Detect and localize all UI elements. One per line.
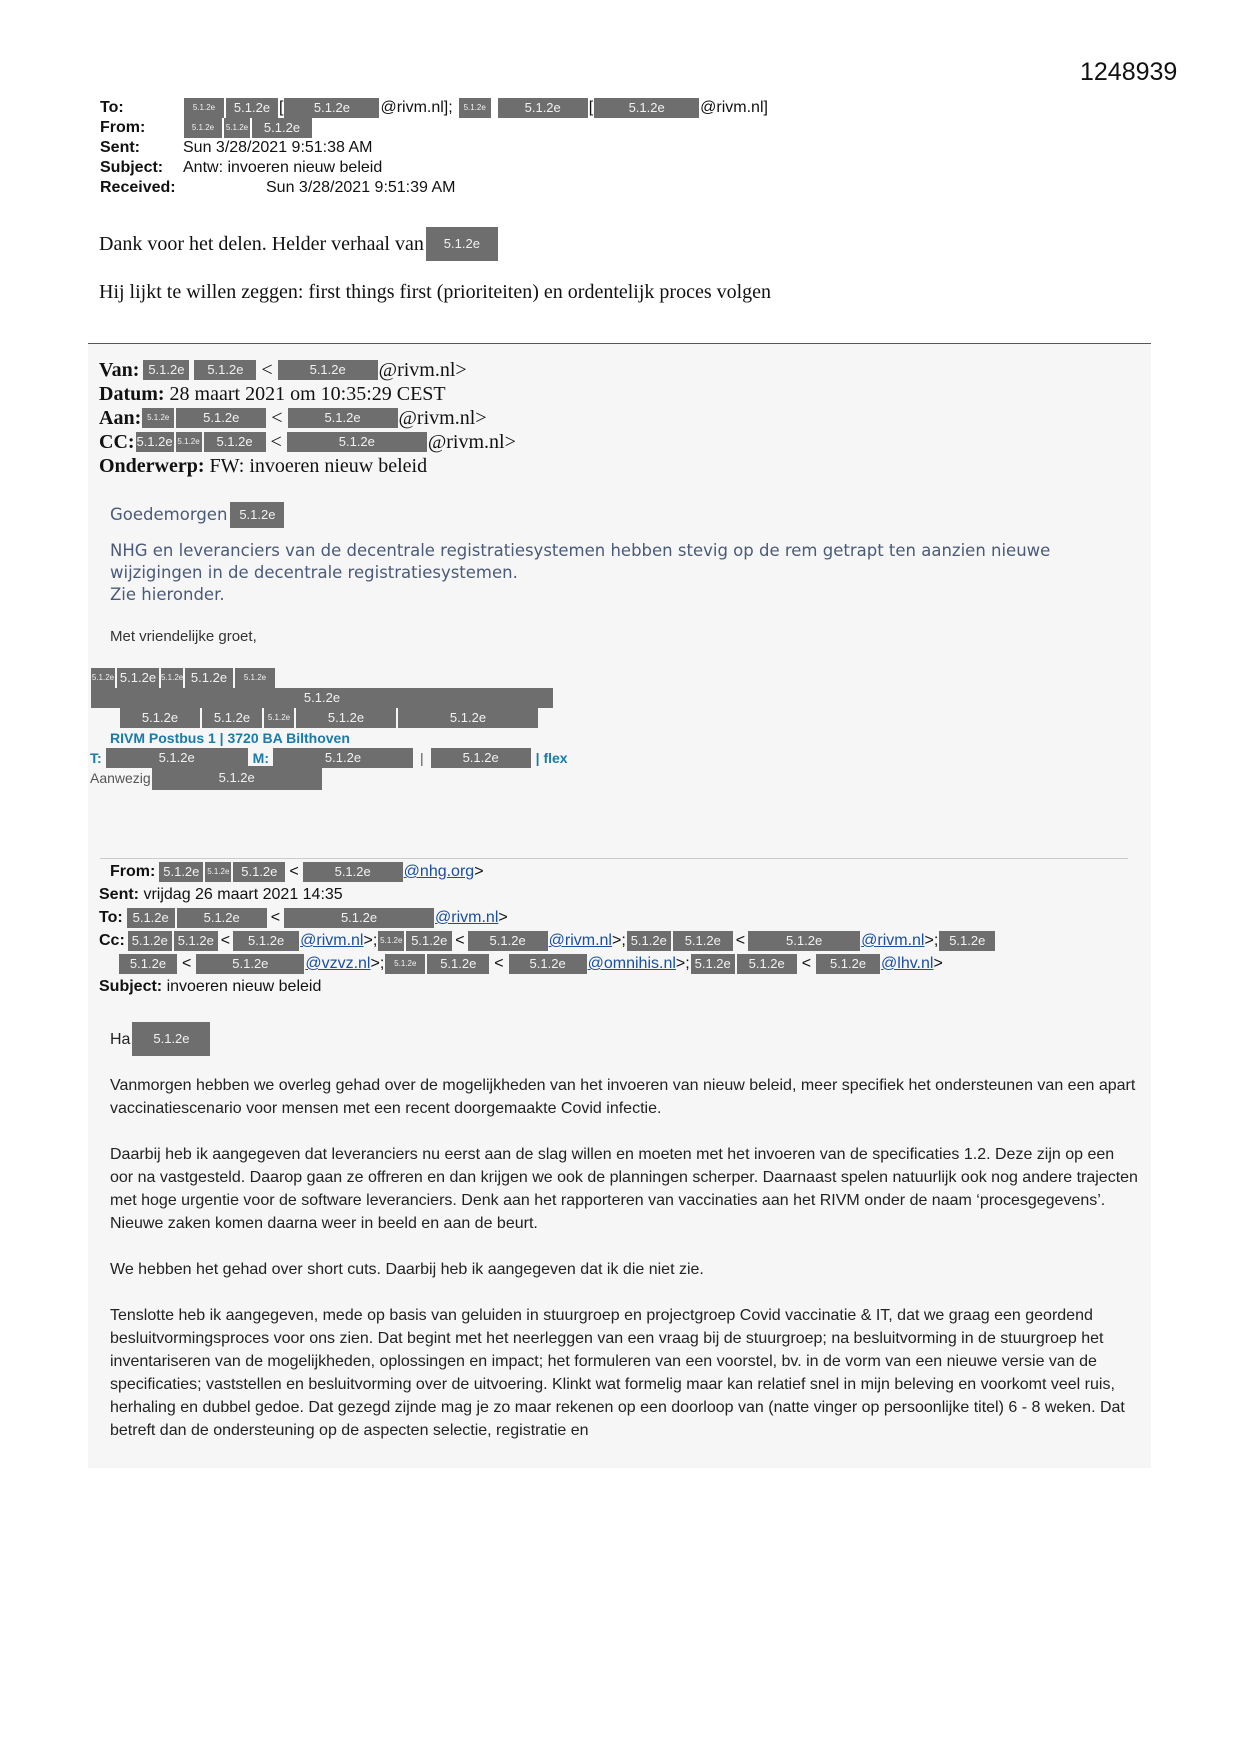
received-label: Received: bbox=[100, 179, 176, 196]
paragraph: Zie hieronder. bbox=[110, 585, 225, 604]
sent-label: Sent: bbox=[99, 886, 139, 903]
divider bbox=[88, 343, 1151, 344]
redaction: 5.1.2e bbox=[673, 931, 733, 951]
email-header bbox=[100, 98, 768, 198]
greeting: Goedemorgen bbox=[110, 505, 228, 524]
cc-label: CC: bbox=[99, 431, 135, 453]
redaction: 5.1.2e bbox=[152, 766, 322, 790]
redaction: 5.1.2e bbox=[287, 432, 427, 452]
subject-label: Subject: bbox=[100, 159, 164, 176]
to-label: To: bbox=[99, 909, 123, 926]
aanwezig-label: Aanwezig bbox=[90, 770, 151, 786]
redaction: 5.1.2e bbox=[816, 954, 880, 974]
redaction: 5.1.2e bbox=[939, 931, 995, 951]
lt: < bbox=[270, 909, 281, 926]
datum-value: 28 maart 2021 om 10:35:29 CEST bbox=[169, 383, 446, 405]
redaction: 5.1.2e bbox=[226, 98, 278, 118]
lt: < bbox=[494, 955, 504, 972]
redaction: 5.1.2e bbox=[142, 408, 174, 428]
received-row bbox=[100, 178, 768, 198]
redaction: 5.1.2e bbox=[284, 908, 434, 928]
signature bbox=[90, 668, 568, 788]
bracket: [ bbox=[588, 99, 594, 116]
cc-row-2: 5.1.2e < 5.1.2e @vzvz.nl >; 5.1.2e 5.1.2e < 5.1.2e @omnihis.nl >; 5.1.2e 5.1.2e < 5.1.2e @lhv.nl > bbox=[99, 952, 996, 975]
from-label: From: bbox=[110, 863, 156, 880]
forward-body bbox=[110, 502, 1110, 606]
lt: < bbox=[182, 955, 192, 972]
to-domain: @rivm.nl] bbox=[700, 99, 768, 116]
redaction: 5.1.2e bbox=[202, 708, 262, 728]
phone-line bbox=[90, 748, 568, 768]
email-link[interactable]: @rivm.nl bbox=[300, 932, 364, 949]
redaction: 5.1.2e bbox=[184, 98, 224, 118]
van-domain: @rivm.nl> bbox=[378, 359, 467, 381]
redaction: 5.1.2e bbox=[128, 931, 172, 951]
original-header bbox=[99, 860, 996, 998]
redaction: 5.1.2e bbox=[431, 748, 531, 768]
to-row bbox=[100, 98, 768, 118]
redaction: 5.1.2e bbox=[398, 708, 538, 728]
gt: > bbox=[498, 909, 508, 926]
redaction: 5.1.2e bbox=[184, 118, 222, 138]
sent-row bbox=[100, 138, 768, 158]
received-value: Sun 3/28/2021 9:51:39 AM bbox=[266, 179, 456, 196]
subject-row bbox=[100, 158, 768, 178]
divider bbox=[100, 858, 1128, 859]
lt: < bbox=[735, 932, 746, 949]
redaction: 5.1.2e bbox=[252, 118, 312, 138]
redaction: 5.1.2e bbox=[748, 931, 860, 951]
redaction: 5.1.2e bbox=[159, 862, 203, 882]
from-row bbox=[110, 860, 996, 883]
paragraph: Tenslotte heb ik aangegeven, mede op basis van geluiden in stuurgroep en projectgroep Covid vaccinatie & IT, dat we graag een geordend besluitvormingsproces voor ons zien. Dat begint met het neerleggen van een vraag bij de stuurgroep; na besluitvorming in de stuurgroep het inventariseren van de mogelijkheden, oplossingen en impact; het formuleren van een voorstel, bv. in de vorm van een nieuwe versie van de specificaties; vaststellen en besluitvorming over de uitvoering. Klinkt wat formelig maar kan relatief snel in mijn beleving en voorkomt veel ruis, herhaling en dubbel gedoe. Dat gezegd zijnde mag je zo maar rekenen op een doorloop van (natte vinger op persoonlijke titel) 6 - 8 weken. Dat betreft dan de ondersteuning op de aspecten selectie, registratie en bbox=[110, 1307, 1125, 1439]
van-label: Van: bbox=[99, 359, 140, 381]
sent-label: Sent: bbox=[100, 139, 140, 156]
to-label: To: bbox=[100, 99, 124, 116]
redaction: 5.1.2e bbox=[594, 98, 699, 118]
message-body bbox=[99, 220, 771, 316]
redaction: 5.1.2e bbox=[303, 862, 403, 882]
redaction: 5.1.2e bbox=[127, 908, 175, 928]
separator: | bbox=[420, 750, 424, 766]
paragraph: We hebben het gehad over short cuts. Daarbij heb ik aangegeven dat ik die niet zie. bbox=[110, 1261, 704, 1278]
paragraph: Vanmorgen hebben we overleg gehad over de mogelijkheden van het invoeren van nieuw beleid, meer specifiek het ondersteunen van een apart vaccinatiescenario voor mensen met een recent doorgemaakte Covid infectie. bbox=[110, 1077, 1136, 1117]
paragraph: Daarbij heb ik aangegeven dat leveranciers nu eerst aan de slag willen en moeten met het invoeren van de specificaties 1.2. Deze zijn op een oor na vastgesteld. Daarop gaan ze offreren en dan krijgen we ook de planningen scherper. Daarnaast spelen natuurlijk ook nog andere trajecten met hoge urgentie voor de software leveranciers. Denk aan het rapporteren van vaccinaties aan het RIVM onder de naam ‘procesgegevens’. Nieuwe zaken komen daarna weer in beeld en aan de beurt. bbox=[110, 1146, 1138, 1232]
email-link[interactable]: @rivm.nl bbox=[548, 932, 612, 949]
paragraph: NHG en leveranciers van de decentrale registratiesystemen hebben stevig op de rem getrapt ten aanzien nieuwe wijzigingen in de decentrale registratiesystemen. bbox=[110, 541, 1051, 582]
cc-domain: @rivm.nl> bbox=[427, 431, 516, 453]
from-row bbox=[100, 118, 768, 138]
redaction: 5.1.2e bbox=[296, 708, 396, 728]
onderwerp-row bbox=[99, 454, 516, 478]
redaction: 5.1.2e bbox=[119, 954, 177, 974]
onderwerp-value: FW: invoeren nieuw beleid bbox=[209, 455, 428, 477]
redaction: 5.1.2e bbox=[468, 931, 548, 951]
redaction: 5.1.2e bbox=[273, 748, 413, 768]
redaction: 5.1.2e bbox=[385, 954, 425, 974]
redaction: 5.1.2e bbox=[185, 668, 233, 688]
bracket: [ bbox=[279, 99, 284, 116]
lt: < bbox=[455, 932, 465, 949]
lt: < bbox=[271, 407, 283, 429]
redaction: 5.1.2e bbox=[204, 432, 266, 452]
redaction: 5.1.2e bbox=[235, 668, 275, 688]
t-label: T: bbox=[90, 750, 102, 766]
sent-value: vrijdag 26 maart 2021 14:35 bbox=[143, 886, 343, 903]
message-text: Dank voor het delen. Helder verhaal van bbox=[99, 232, 424, 255]
email-link[interactable]: @omnihis.nl bbox=[587, 955, 676, 972]
redaction: 5.1.2e bbox=[224, 118, 250, 138]
to-domain: @rivm.nl]; bbox=[380, 99, 453, 116]
redaction: 5.1.2e bbox=[737, 954, 797, 974]
subject-label: Subject: bbox=[99, 978, 163, 995]
cc-label: Cc: bbox=[99, 932, 125, 949]
closing: Met vriendelijke groet, bbox=[110, 628, 257, 645]
redaction: 5.1.2e bbox=[174, 931, 218, 951]
redaction: 5.1.2e bbox=[498, 98, 588, 118]
greeting-line bbox=[110, 502, 1110, 528]
redaction: 5.1.2e bbox=[233, 862, 285, 882]
sig-line bbox=[90, 688, 568, 708]
lt: < bbox=[261, 359, 273, 381]
cc-row bbox=[99, 430, 516, 454]
forward-header bbox=[99, 358, 516, 478]
email-link[interactable]: @rivm.nl bbox=[435, 909, 499, 926]
email-link[interactable]: @nhg.org bbox=[403, 863, 475, 880]
email-link[interactable]: @rivm.nl bbox=[861, 932, 925, 949]
redaction: 5.1.2e bbox=[509, 954, 587, 974]
greeting: Ha bbox=[110, 1030, 131, 1048]
redaction: 5.1.2e bbox=[378, 931, 404, 951]
email-link[interactable]: @vzvz.nl bbox=[305, 955, 371, 972]
datum-row bbox=[99, 382, 516, 406]
redaction: 5.1.2e bbox=[627, 931, 671, 951]
subject-value: Antw: invoeren nieuw beleid bbox=[183, 159, 383, 176]
document-number: 1248939 bbox=[1080, 58, 1178, 86]
redaction: 5.1.2e bbox=[205, 862, 231, 882]
subject-row bbox=[99, 975, 996, 998]
redaction: 5.1.2e bbox=[176, 432, 202, 452]
redaction: 5.1.2e bbox=[117, 668, 159, 688]
lt: < bbox=[220, 932, 231, 949]
redaction: 5.1.2e bbox=[264, 708, 294, 728]
redaction: 5.1.2e bbox=[288, 408, 398, 428]
redaction: 5.1.2e bbox=[427, 954, 489, 974]
lt: < bbox=[270, 431, 282, 453]
from-label: From: bbox=[100, 119, 146, 136]
sent-value: Sun 3/28/2021 9:51:38 AM bbox=[183, 139, 373, 156]
redaction: 5.1.2e bbox=[426, 227, 498, 261]
redaction: 5.1.2e bbox=[106, 748, 248, 768]
redaction: 5.1.2e bbox=[91, 668, 115, 688]
redaction: 5.1.2e bbox=[459, 98, 491, 118]
redaction: 5.1.2e bbox=[132, 1022, 210, 1056]
original-body bbox=[110, 1022, 1140, 1465]
redaction: 5.1.2e bbox=[161, 668, 183, 688]
van-row bbox=[99, 358, 516, 382]
datum-label: Datum: bbox=[99, 383, 165, 405]
sig-line bbox=[90, 668, 568, 688]
cc-row: Cc: 5.1.2e 5.1.2e < 5.1.2e @rivm.nl >; 5.1.2e 5.1.2e < 5.1.2e @rivm.nl >; 5.1.2e 5.1.2e < 5.1.2e @rivm.nl >; 5.1.2e bbox=[99, 929, 996, 952]
redaction: 5.1.2e bbox=[136, 432, 174, 452]
flex-label: | flex bbox=[535, 750, 568, 766]
redaction: 5.1.2e bbox=[691, 954, 735, 974]
sig-line bbox=[90, 708, 568, 728]
aan-domain: @rivm.nl> bbox=[398, 407, 487, 429]
email-link[interactable]: @lhv.nl bbox=[881, 955, 934, 972]
lt: < bbox=[801, 955, 812, 972]
redaction: 5.1.2e bbox=[196, 954, 304, 974]
gt: > bbox=[474, 863, 484, 880]
m-label: M: bbox=[252, 750, 269, 766]
sent-row bbox=[99, 883, 996, 906]
to-row bbox=[99, 906, 996, 929]
redaction: 5.1.2e bbox=[406, 931, 452, 951]
redaction: 5.1.2e bbox=[143, 360, 189, 380]
redaction: 5.1.2e bbox=[278, 360, 378, 380]
redaction: 5.1.2e bbox=[91, 688, 553, 708]
message-line: Hij lijkt te willen zeggen: first things first (prioriteiten) en ordentelijk proces volgen bbox=[99, 280, 772, 303]
lt: < bbox=[289, 863, 299, 880]
redaction: 5.1.2e bbox=[177, 908, 267, 928]
message-line bbox=[99, 220, 771, 268]
aan-row bbox=[99, 406, 516, 430]
subject-value: invoeren nieuw beleid bbox=[166, 978, 322, 995]
onderwerp-label: Onderwerp: bbox=[99, 455, 205, 477]
aanwezig-line bbox=[90, 768, 568, 788]
redaction: 5.1.2e bbox=[233, 931, 299, 951]
redaction: 5.1.2e bbox=[176, 408, 266, 428]
redaction: 5.1.2e bbox=[284, 98, 379, 118]
aan-label: Aan: bbox=[99, 407, 142, 429]
address: RIVM Postbus 1 | 3720 BA Bilthoven bbox=[110, 730, 350, 746]
redaction: 5.1.2e bbox=[120, 708, 200, 728]
redaction: 5.1.2e bbox=[230, 502, 284, 528]
redaction: 5.1.2e bbox=[194, 360, 256, 380]
greeting-line bbox=[110, 1022, 1140, 1056]
